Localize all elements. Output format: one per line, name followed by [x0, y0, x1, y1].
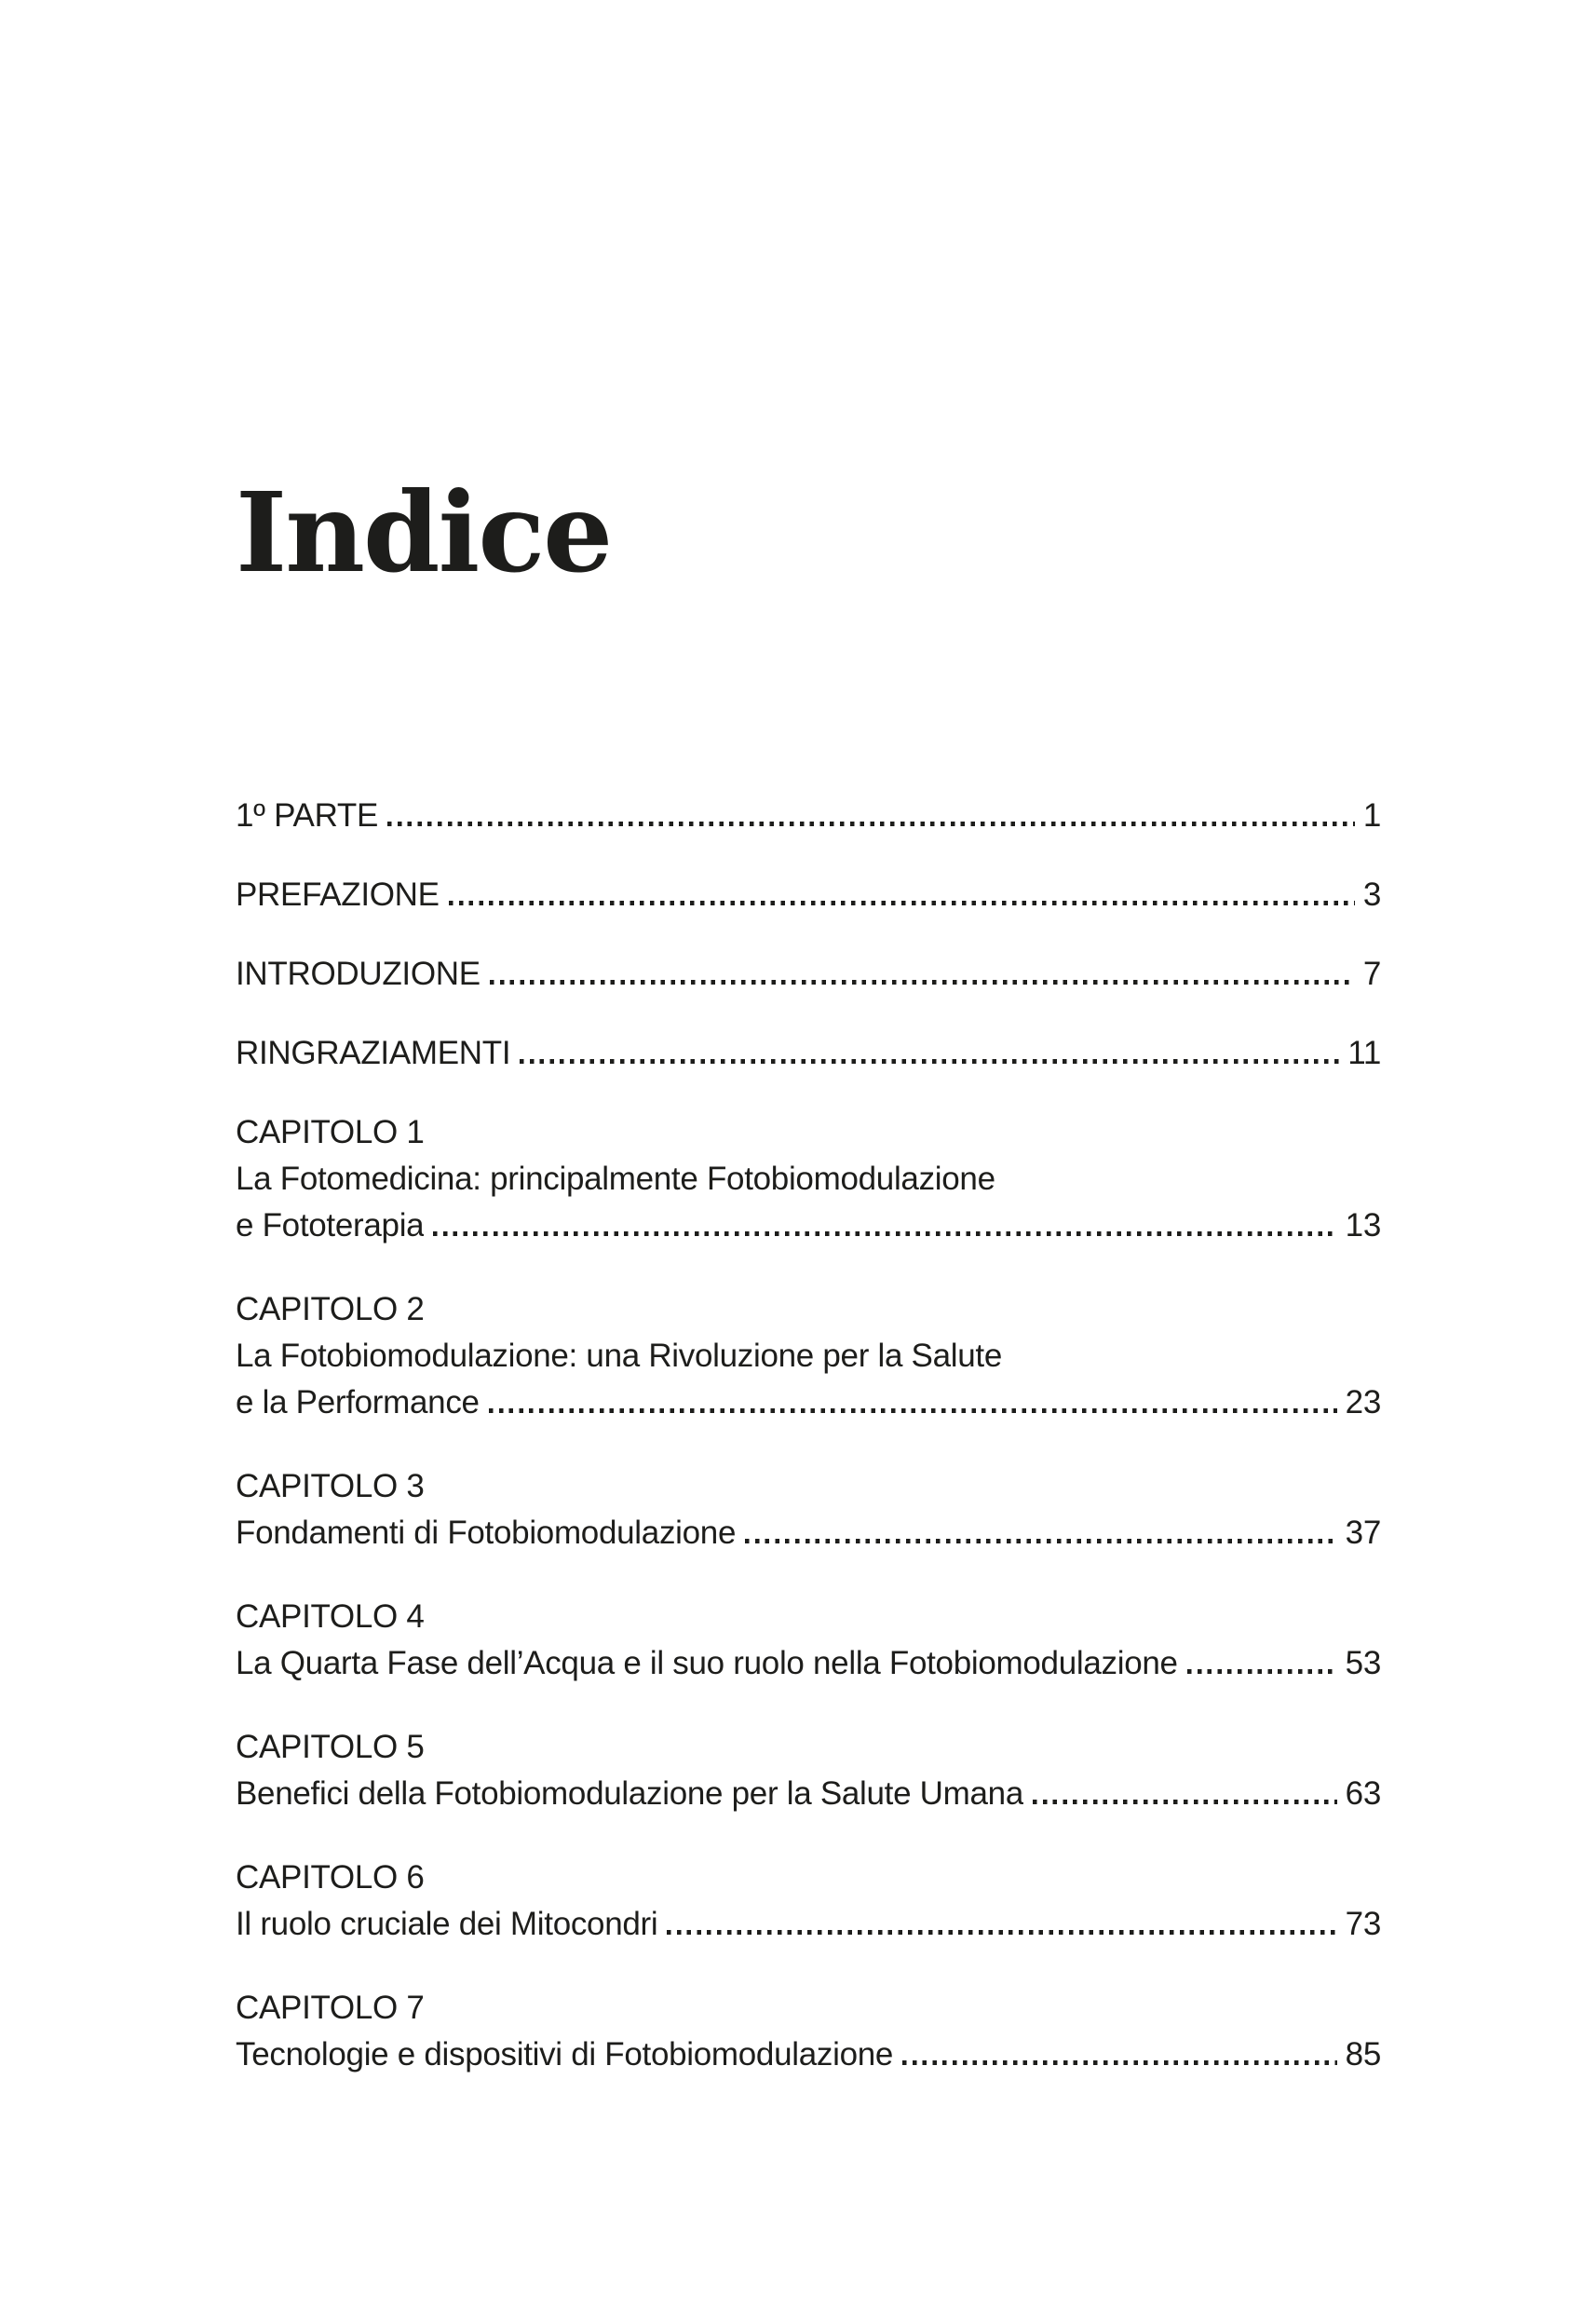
toc-entry-label: 1º PARTE: [236, 797, 379, 834]
toc-page-number: 7: [1362, 956, 1381, 992]
dot-leader: [667, 1930, 1336, 1935]
dot-leader: [1033, 1800, 1337, 1804]
chapter-title-line: La Fotomedicina: principalmente Fotobiomodulazione: [236, 1161, 995, 1197]
chapter-title-line: Benefici della Fotobiomodulazione per la Salute Umana: [236, 1775, 1024, 1812]
toc-page-number: 85: [1345, 2036, 1381, 2073]
toc-entry-label: PREFAZIONE: [236, 877, 440, 913]
toc-entry: [236, 2032, 1381, 2078]
toc-chapter-7: [236, 1985, 1381, 2078]
toc-entry-introduzione: [236, 951, 1381, 998]
chapter-title-line: e Fototerapia: [236, 1207, 425, 1244]
chapter-heading: CAPITOLO 6: [236, 1859, 425, 1896]
toc-chapter-6: [236, 1855, 1381, 1948]
chapter-title-line: La Fotobiomodulazione: una Rivoluzione per la Salute: [236, 1338, 1002, 1374]
toc-page-number: 13: [1345, 1207, 1381, 1244]
toc-chapter-3: [236, 1463, 1381, 1556]
dot-leader: [387, 822, 1355, 826]
toc-page-number: 1: [1362, 797, 1381, 834]
chapter-title-line: e la Performance: [236, 1384, 480, 1420]
toc-entry-prefazione: [236, 872, 1381, 918]
toc-chapter-5: [236, 1724, 1381, 1817]
chapter-heading: CAPITOLO 2: [236, 1291, 425, 1327]
chapter-title-line: La Quarta Fase dell’Acqua e il suo ruolo nella Fotobiomodulazione: [236, 1645, 1178, 1681]
toc-page-number: 53: [1345, 1645, 1381, 1681]
toc-entry-parte-1: [236, 793, 1381, 839]
toc-page-number: 23: [1345, 1384, 1381, 1420]
dot-leader: [489, 1408, 1337, 1413]
dot-leader: [745, 1539, 1337, 1543]
page-title: Indice: [236, 468, 612, 597]
toc-page-number: 73: [1345, 1906, 1381, 1942]
toc-entry-ringraziamenti: [236, 1030, 1381, 1077]
toc-entry: [236, 1203, 1381, 1249]
toc-entry: [236, 1771, 1381, 1817]
chapter-title-line: Tecnologie e dispositivi di Fotobiomodulazione: [236, 2036, 894, 2073]
chapter-title-line: Fondamenti di Fotobiomodulazione: [236, 1515, 737, 1551]
toc-chapter-4: [236, 1594, 1381, 1687]
table-of-contents: [236, 793, 1381, 2078]
toc-entry-label: INTRODUZIONE: [236, 956, 481, 992]
toc-entry: [236, 1640, 1381, 1687]
chapter-heading: CAPITOLO 5: [236, 1729, 425, 1765]
toc-page-number: 3: [1362, 877, 1381, 913]
dot-leader: [1187, 1669, 1337, 1674]
toc-entry: [236, 1510, 1381, 1556]
dot-leader: [490, 980, 1355, 985]
chapter-heading: CAPITOLO 3: [236, 1468, 425, 1504]
chapter-title-line: Il ruolo cruciale dei Mitocondri: [236, 1906, 658, 1942]
chapter-heading: CAPITOLO 7: [236, 1990, 425, 2026]
dot-leader: [520, 1059, 1339, 1064]
toc-entry: [236, 1901, 1381, 1948]
toc-entry: [236, 1379, 1381, 1426]
dot-leader: [902, 2060, 1337, 2065]
toc-page-number: 63: [1345, 1775, 1381, 1812]
chapter-heading: CAPITOLO 1: [236, 1114, 425, 1150]
dot-leader: [433, 1231, 1336, 1236]
dot-leader: [449, 901, 1355, 905]
toc-entry-label: RINGRAZIAMENTI: [236, 1035, 511, 1071]
toc-chapter-1: [236, 1109, 1381, 1249]
toc-page-number: 11: [1347, 1035, 1381, 1071]
toc-chapter-2: [236, 1286, 1381, 1426]
chapter-heading: CAPITOLO 4: [236, 1598, 425, 1635]
toc-page-number: 37: [1345, 1515, 1381, 1551]
